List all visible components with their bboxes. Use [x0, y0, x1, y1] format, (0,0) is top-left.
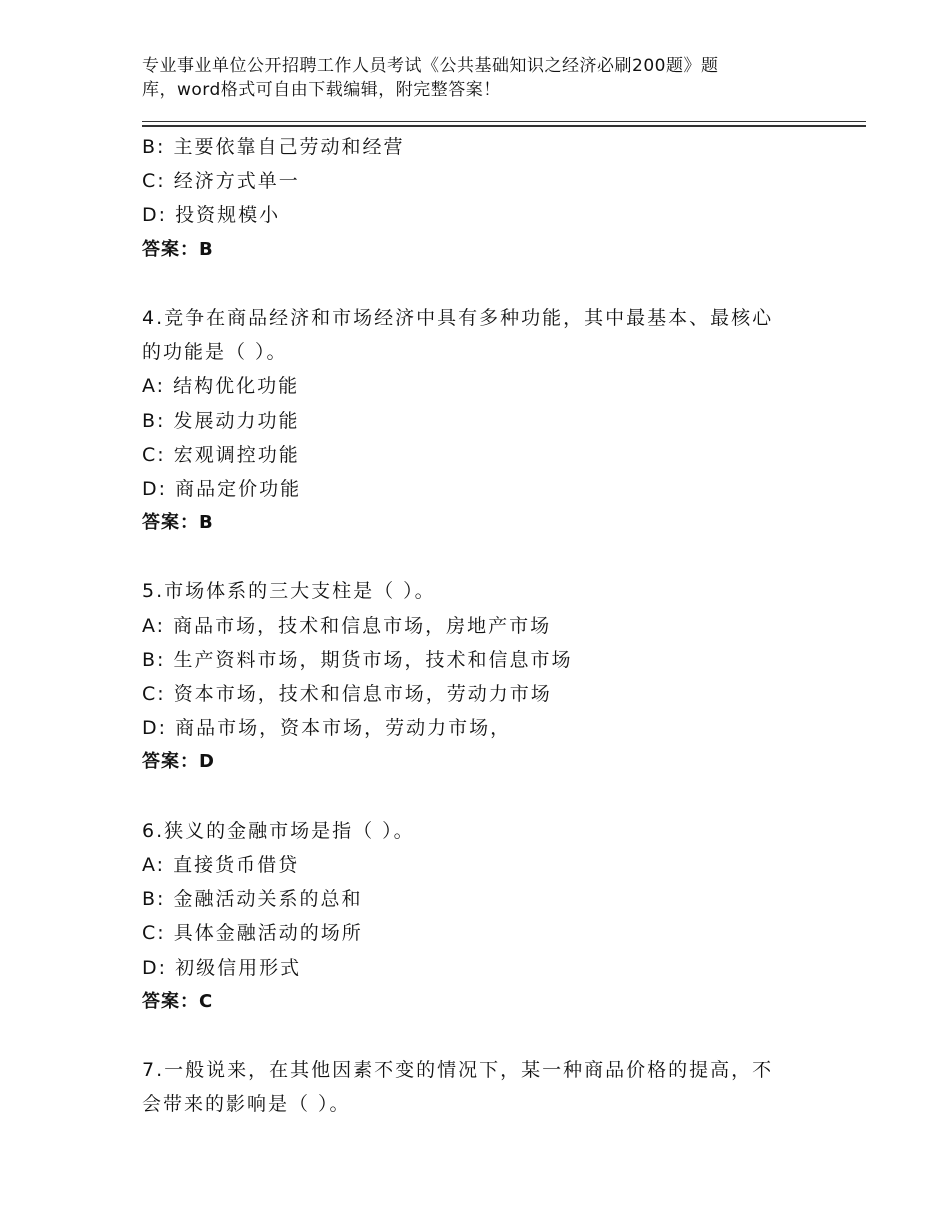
spacer [142, 1019, 832, 1053]
option-d: D: 初级信用形式 [142, 956, 302, 979]
option-b: B: 主要依靠自己劳动和经营 [142, 136, 405, 158]
answer-label: 答案：D [142, 751, 215, 773]
header-line-2: 库，word格式可自由下载编辑，附完整答案！ [142, 80, 501, 100]
question-stem: 4.竞争在商品经济和市场经济中具有多种功能，其中最基本、最核心 [142, 306, 774, 329]
option-a: A: 直接货币借贷 [142, 853, 300, 876]
answer-label: 答案：B [142, 512, 214, 534]
answer-label: 答案：B [142, 238, 214, 260]
header-line-1: 专业事业单位公开招聘工作人员考试《公共基础知识之经济必刷200题》题 [142, 56, 719, 76]
spacer [142, 267, 832, 301]
question-7 [142, 1053, 832, 1121]
option-a: A: 商品市场，技术和信息市场，房地产市场 [142, 614, 552, 637]
option-c: C: 宏观调控功能 [142, 443, 300, 466]
question-5 [142, 574, 832, 779]
header-rule-thick [142, 125, 866, 127]
option-c: C: 资本市场，技术和信息市场，劳动力市场 [142, 683, 552, 705]
question-6 [142, 814, 832, 1019]
question-4 [142, 301, 832, 540]
option-a: A: 结构优化功能 [142, 375, 300, 398]
question-stem: 7.一般说来，在其他因素不变的情况下，某一种商品价格的提高，不 [142, 1059, 774, 1082]
option-b: B: 生产资料市场，期货市场，技术和信息市场 [142, 648, 573, 671]
header-rule-thin [142, 121, 866, 122]
question-stem-continued: 会带来的影响是（ ）。 [142, 1093, 351, 1116]
question-stem: 6.狭义的金融市场是指（ ）。 [142, 819, 415, 842]
option-c: C: 经济方式单一 [142, 170, 300, 193]
spacer [142, 780, 832, 814]
option-d: D: 商品市场，资本市场，劳动力市场， [142, 717, 512, 740]
option-d: D: 商品定价功能 [142, 477, 302, 500]
option-c: C: 具体金融活动的场所 [142, 922, 363, 945]
document-header [142, 54, 782, 102]
question-stem: 5.市场体系的三大支柱是（ ）。 [142, 580, 436, 603]
option-d: D: 投资规模小 [142, 204, 281, 227]
question-list [142, 130, 832, 1121]
option-b: B: 发展动力功能 [142, 409, 300, 432]
question-stem-continued: 的功能是（ ）。 [142, 341, 288, 364]
question-3-tail [142, 130, 832, 267]
spacer [142, 540, 832, 574]
answer-label: 答案：C [142, 990, 214, 1012]
option-b: B: 金融活动关系的总和 [142, 888, 363, 911]
